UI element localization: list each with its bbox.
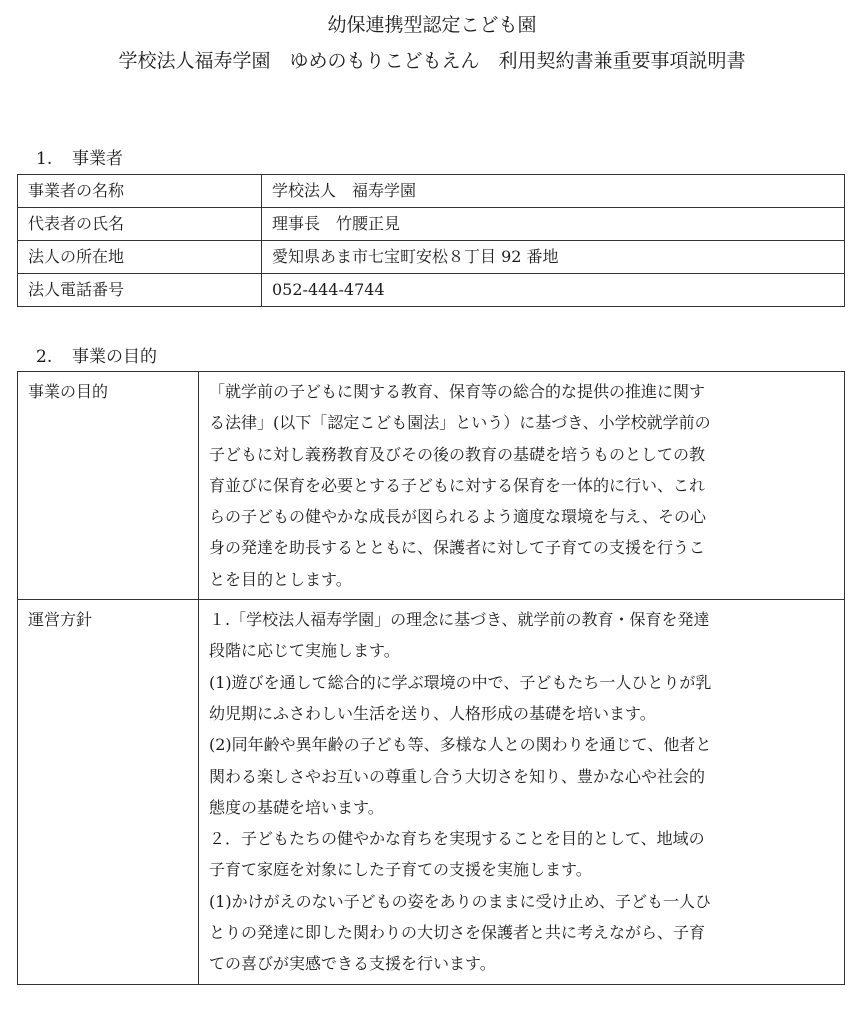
text-line: とりの発達に即した関わりの大切さを保護者と共に考えながら、子育 bbox=[209, 923, 706, 943]
operator-table bbox=[17, 174, 845, 307]
section1-number: 1. bbox=[36, 149, 53, 169]
text-line: 段階に応じて実施します。 bbox=[209, 641, 400, 661]
section2-title: 事業の目的 bbox=[72, 347, 157, 367]
text-line: 関わる楽しさやお互いの尊重し合う大切さを知り、豊かな心や社会的 bbox=[209, 766, 706, 786]
row-value: 理事長 竹腰正見 bbox=[262, 208, 845, 241]
text-line: ２．子どもたちの健やかな育ちを実現することを目的として、地域の bbox=[209, 829, 705, 849]
table-row bbox=[18, 241, 845, 274]
purpose-text bbox=[199, 372, 845, 600]
row-value: 愛知県あま市七宝町安松８丁目 92 番地 bbox=[262, 241, 845, 274]
section1-heading bbox=[36, 144, 123, 169]
text-line: とを目的とします。 bbox=[209, 569, 352, 589]
text-line: 「就学前の子どもに関する教育、保育等の総合的な提供の推進に関す bbox=[209, 382, 706, 401]
section2-heading bbox=[36, 342, 157, 367]
row-label: 事業者の名称 bbox=[18, 175, 262, 208]
table-row bbox=[18, 274, 845, 307]
text-line: 子育て家庭を対象にした子育ての支援を実施します。 bbox=[209, 860, 592, 880]
text-line: る法律」(以下「認定こども園法」という）に基づき、小学校就学前の bbox=[209, 413, 711, 433]
text-line: ての喜びが実感できる支援を行います。 bbox=[209, 954, 496, 974]
text-line: 身の発達を助長するとともに、保護者に対して子育ての支援を行うこ bbox=[209, 538, 706, 558]
text-line: 育並びに保育を必要とする子どもに対する保育を一体的に行い、これ bbox=[209, 475, 706, 495]
text-line: 幼児期にふさわしい生活を送り、人格形成の基礎を培います。 bbox=[209, 703, 656, 723]
text-line: １.「学校法人福寿学園」の理念に基づき、就学前の教育・保育を発達 bbox=[209, 610, 710, 630]
purpose-table bbox=[17, 371, 845, 985]
section1-title: 事業者 bbox=[72, 149, 123, 169]
row-label: 代表者の氏名 bbox=[18, 208, 262, 241]
row-label: 事業の目的 bbox=[18, 372, 199, 600]
table-row bbox=[18, 208, 845, 241]
table-row bbox=[18, 372, 845, 600]
text-line: (1)遊びを通して総合的に学ぶ環境の中で、子どもたち一人ひとりが乳 bbox=[209, 672, 712, 692]
document-title-line1: 幼保連携型認定こども園 bbox=[327, 14, 537, 36]
text-line: (1)かけがえのない子どもの姿をありのままに受け止め、子ども一人ひ bbox=[209, 891, 712, 911]
text-line: らの子どもの健やかな成長が図られるよう適度な環境を与え、その心 bbox=[209, 507, 706, 527]
row-label: 法人電話番号 bbox=[18, 274, 262, 307]
table-row bbox=[18, 600, 845, 985]
row-value: 学校法人 福寿学園 bbox=[262, 175, 845, 208]
row-label: 法人の所在地 bbox=[18, 241, 262, 274]
text-line: 態度の基礎を培います。 bbox=[209, 797, 384, 817]
table-row bbox=[18, 175, 845, 208]
document-title-line2: 学校法人福寿学園 ゆめのもりこどもえん 利用契約書兼重要事項説明書 bbox=[118, 50, 746, 72]
section2-number: 2. bbox=[36, 347, 53, 367]
row-value: 052-444-4744 bbox=[262, 274, 845, 307]
row-label: 運営方針 bbox=[18, 600, 199, 985]
text-line: 子どもに対し義務教育及びその後の教育の基礎を培うものとしての教 bbox=[209, 444, 706, 464]
text-line: (2)同年齢や異年齢の子ども等、多様な人との関わりを通じて、他者と bbox=[209, 735, 712, 755]
policy-text bbox=[199, 600, 845, 985]
